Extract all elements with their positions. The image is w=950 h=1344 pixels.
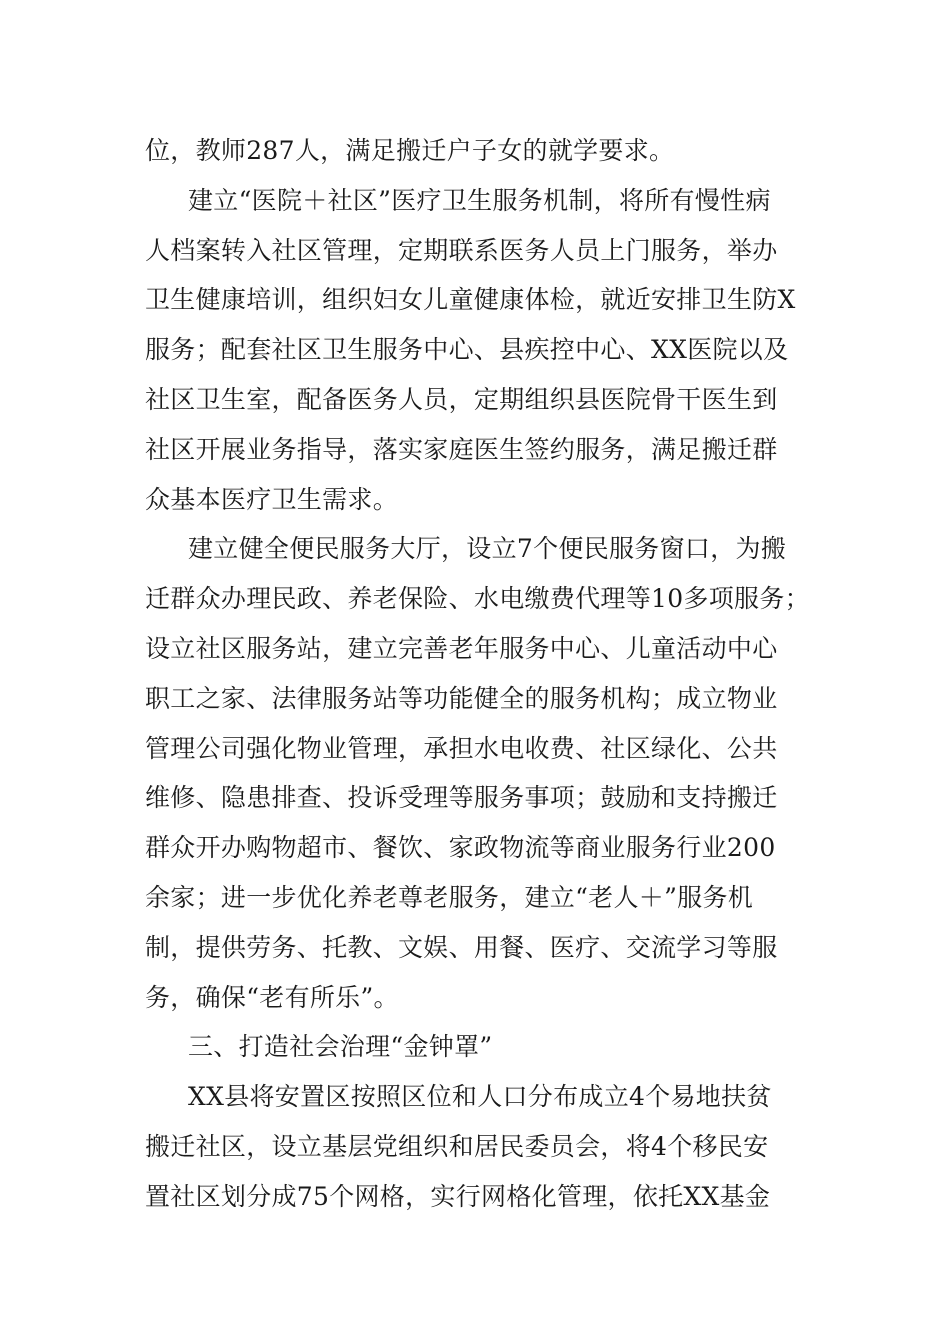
text-line: 管理公司强化物业管理，承担水电收费、社区绿化、公共 bbox=[145, 733, 778, 763]
text-line: 制，提供劳务、托教、文娱、用餐、医疗、交流学习等服 bbox=[145, 932, 778, 962]
text-line: 设立社区服务站，建立完善老年服务中心、儿童活动中心 bbox=[145, 633, 778, 663]
text-line: 社区开展业务指导，落实家庭医生签约服务，满足搬迁群 bbox=[145, 434, 778, 464]
text-line: 位，教师287人，满足搬迁户子女的就学要求。 bbox=[145, 136, 675, 165]
paragraph-first-line: 三、打造社会治理“金钟罩” bbox=[188, 1032, 493, 1062]
text-line: 人档案转入社区管理，定期联系医务人员上门服务，举办 bbox=[145, 235, 778, 265]
text-line: 群众开办购物超市、餐饮、家政物流等商业服务行业200 bbox=[145, 833, 776, 863]
text-line: 服务；配套社区卫生服务中心、县疾控中心、XX医院以及 bbox=[145, 335, 789, 365]
text-line: 置社区划分成75个网格，实行网格化管理，依托XX基金 bbox=[145, 1181, 771, 1211]
text-line: 务，确保“老有所乐”。 bbox=[145, 982, 399, 1012]
text-line: 迁群众办理民政、养老保险、水电缴费代理等10多项服务； bbox=[145, 584, 810, 614]
text-line: 余家；进一步优化养老尊老服务，建立“老人＋”服务机 bbox=[145, 882, 754, 912]
text-line: 众基本医疗卫生需求。 bbox=[145, 484, 399, 514]
text-line: 社区卫生室，配备医务人员，定期组织县医院骨干医生到 bbox=[145, 384, 778, 414]
paragraph-first-line: 建立健全便民服务大厅，设立7个便民服务窗口，为搬 bbox=[188, 534, 787, 564]
paragraph-first-line: 建立“医院＋社区”医疗卫生服务机制，将所有慢性病 bbox=[188, 185, 771, 215]
text-line: 卫生健康培训，组织妇女儿童健康体检，就近安排卫生防X bbox=[145, 285, 796, 315]
body-text bbox=[145, 126, 815, 1222]
text-line: 职工之家、法律服务站等功能健全的服务机构；成立物业 bbox=[145, 683, 778, 713]
text-line: 搬迁社区，设立基层党组织和居民委员会，将4个移民安 bbox=[145, 1131, 769, 1161]
text-line: 维修、隐患排查、投诉受理等服务事项；鼓励和支持搬迁 bbox=[145, 783, 778, 813]
paragraph-first-line: XX县将安置区按照区位和人口分布成立4个易地扶贫 bbox=[188, 1082, 772, 1112]
